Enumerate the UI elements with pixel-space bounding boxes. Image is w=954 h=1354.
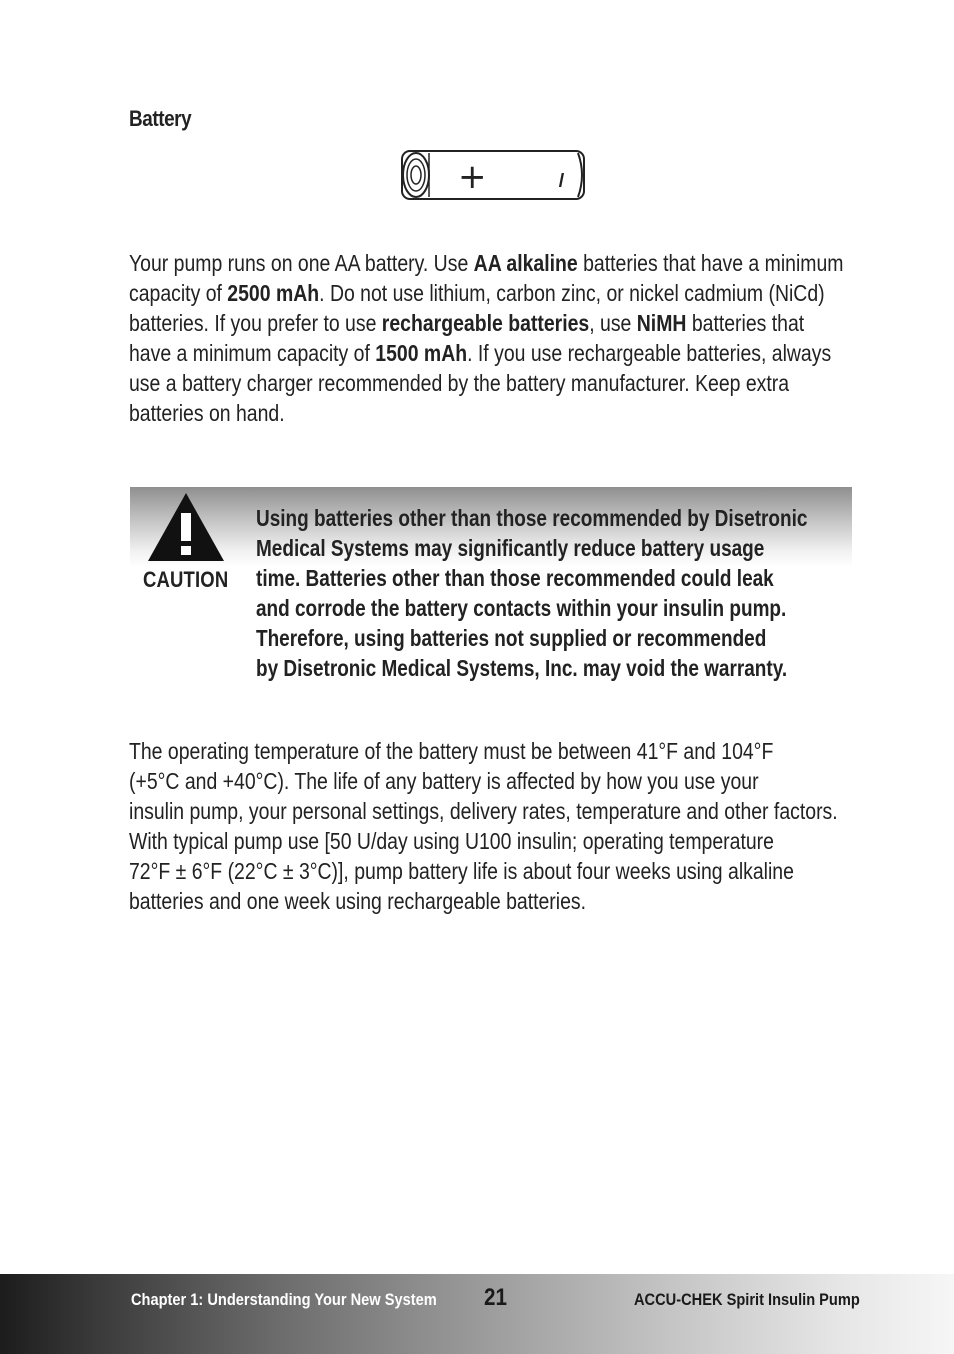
footer-chapter-title: Chapter 1: Understanding Your New System bbox=[131, 1290, 437, 1309]
paragraph-line bbox=[129, 248, 843, 278]
emphasis-text: AA alkaline bbox=[473, 250, 578, 276]
footer-product-name: ACCU-CHEK Spirit Insulin Pump bbox=[634, 1290, 860, 1309]
text-run: Your pump runs on one AA battery. Use bbox=[129, 250, 474, 276]
text-run: . If you use rechargeable batteries, always bbox=[467, 340, 832, 366]
paragraph-line: (+5°C and +40°C). The life of any battery is affected by how you use your bbox=[129, 768, 759, 794]
caution-line: time. Batteries other than those recommended could leak bbox=[256, 565, 774, 591]
paragraph-line bbox=[129, 308, 843, 338]
paragraph-line bbox=[129, 278, 843, 308]
text-run: batteries that bbox=[686, 310, 805, 336]
text-run: , use bbox=[589, 310, 637, 336]
caution-line: and corrode the battery contacts within your insulin pump. bbox=[256, 595, 787, 621]
battery-info-paragraph bbox=[129, 248, 954, 428]
page-footer bbox=[0, 1274, 954, 1354]
caution-line: Medical Systems may significantly reduce battery usage bbox=[256, 535, 765, 561]
text-run: use a battery charger recommended by the battery manufacturer. Keep extra bbox=[129, 370, 790, 396]
emphasis-text: 1500 mAh bbox=[375, 340, 468, 366]
text-run: batteries that have a minimum bbox=[577, 250, 844, 276]
text-run: batteries. If you prefer to use bbox=[129, 310, 382, 336]
paragraph-line: With typical pump use [50 U/day using U100 insulin; operating temperature bbox=[129, 828, 774, 854]
paragraph-line bbox=[129, 398, 843, 428]
paragraph-line bbox=[129, 368, 843, 398]
emphasis-text: NiMH bbox=[636, 310, 687, 336]
emphasis-text: 2500 mAh bbox=[227, 280, 320, 306]
page-number: 21 bbox=[484, 1284, 507, 1311]
warning-triangle-icon bbox=[146, 491, 226, 563]
caution-text bbox=[256, 503, 924, 683]
aa-battery-icon bbox=[398, 148, 588, 202]
paragraph-line: batteries and one week using rechargeable batteries. bbox=[129, 888, 587, 914]
paragraph-line: insulin pump, your personal settings, delivery rates, temperature and other factors. bbox=[129, 798, 838, 824]
battery-minus-label: ı bbox=[558, 164, 566, 194]
caution-line: Using batteries other than those recommended by Disetronic bbox=[256, 505, 808, 531]
emphasis-text: rechargeable batteries bbox=[381, 310, 590, 336]
caution-label: CAUTION bbox=[143, 567, 229, 592]
caution-box bbox=[130, 487, 852, 687]
battery-plus-label: + bbox=[458, 157, 487, 197]
text-run: batteries on hand. bbox=[129, 400, 285, 426]
paragraph-line bbox=[129, 338, 843, 368]
text-run: have a minimum capacity of bbox=[129, 340, 376, 366]
section-heading: Battery bbox=[129, 106, 192, 131]
text-run: capacity of bbox=[129, 280, 228, 306]
caution-line: by Disetronic Medical Systems, Inc. may void the warranty. bbox=[256, 655, 788, 681]
text-run: . Do not use lithium, carbon zinc, or nickel cadmium (NiCd) bbox=[319, 280, 825, 306]
paragraph-line: 72°F ± 6°F (22°C ± 3°C)], pump battery life is about four weeks using alkaline bbox=[129, 858, 794, 884]
paragraph-line: The operating temperature of the battery must be between 41°F and 104°F bbox=[129, 738, 774, 764]
caution-line: Therefore, using batteries not supplied or recommended bbox=[256, 625, 767, 651]
operating-temperature-paragraph bbox=[129, 736, 954, 916]
